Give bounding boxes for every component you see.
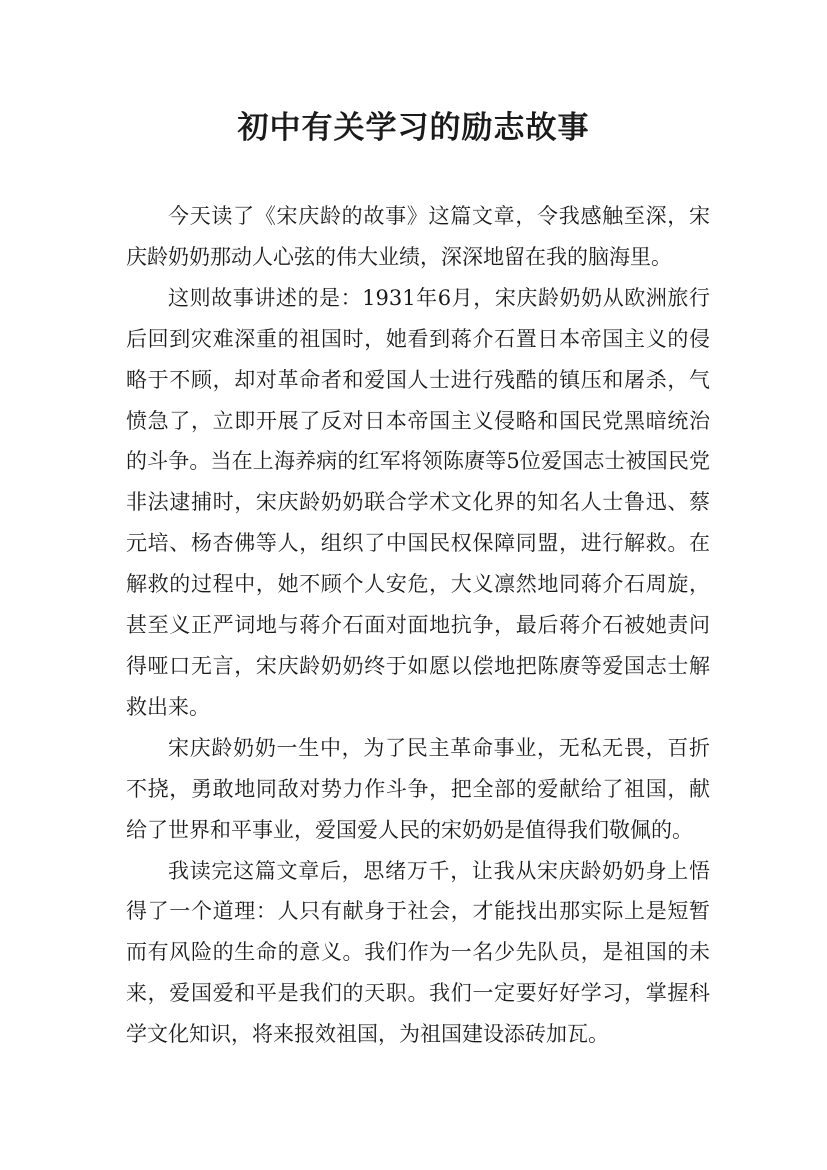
paragraph-3: 宋庆龄奶奶一生中，为了民主革命事业，无私无畏，百折不挠，勇敢地同敌对势力作斗争，把全部的爱献给了祖国，献给了世界和平事业，爱国爱人民的宋奶奶是值得我们敬佩的。 bbox=[126, 735, 710, 842]
document-body bbox=[126, 196, 710, 1055]
document-title: 初中有关学习的励志故事 bbox=[237, 110, 590, 146]
paragraph-2: 这则故事讲述的是：1931年6月，宋庆龄奶奶从欧洲旅行后回到灾难深重的祖国时，她看到蒋介石置日本帝国主义的侵略于不顾，却对革命者和爱国人士进行残酷的镇压和屠杀，气愤急了，立即开展了反对日本帝国主义侵略和国民党黑暗统治的斗争。当在上海养病的红军将领陈赓等5位爱国志士被国民党非法逮捕时，宋庆龄奶奶联合学术文化界的知名人士鲁迅、蔡元培、杨杏佛等人，组织了中国民权保障同盟，进行解救。在解救的过程中，她不顾个人安危，大义凛然地同蒋介石周旋，甚至义正严词地与蒋介石面对面地抗争，最后蒋介石被她责问得哑口无言，宋庆龄奶奶终于如愿以偿地把陈赓等爱国志士解救出来。 bbox=[126, 285, 710, 719]
paragraph-4: 我读完这篇文章后，思绪万千，让我从宋庆龄奶奶身上悟得了一个道理：人只有献身于社会，才能找出那实际上是短暂而有风险的生命的意义。我们作为一名少先队员，是祖国的未来，爱国爱和平是我们的天职。我们一定要好好学习，掌握科学文化知识，将来报效祖国，为祖国建设添砖加瓦。 bbox=[126, 858, 710, 1047]
paragraph-1: 今天读了《宋庆龄的故事》这篇文章，令我感触至深，宋庆龄奶奶那动人心弦的伟大业绩，深深地留在我的脑海里。 bbox=[126, 204, 710, 269]
